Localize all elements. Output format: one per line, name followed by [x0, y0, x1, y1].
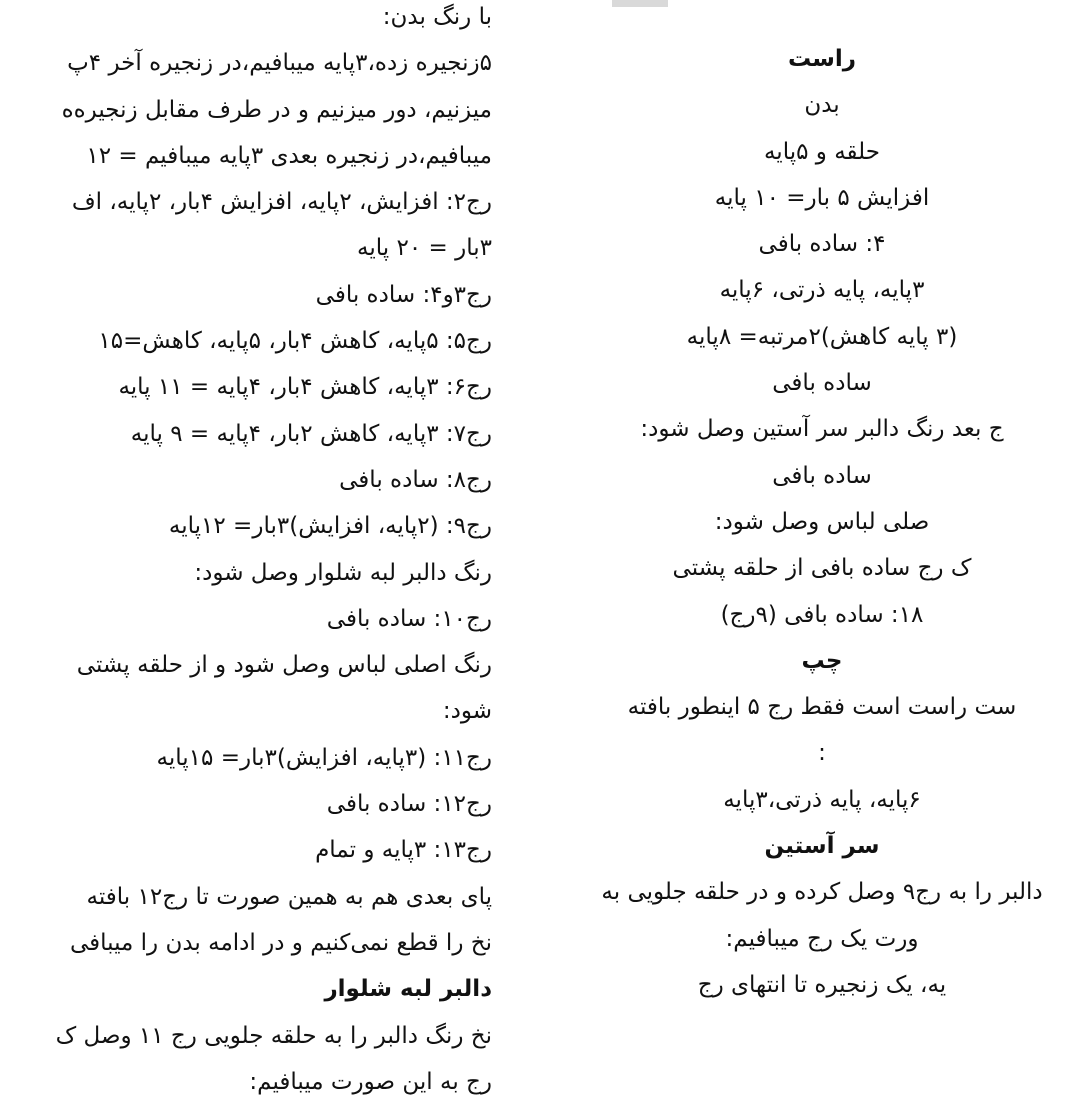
text-line: ۱۸: ساده بافی (۹رج): [720, 601, 924, 628]
text-line: نخ رنگ دالبر را به حلقه جلویی رج ۱۱ وصل ک: [55, 1022, 492, 1049]
section-heading: چپ: [801, 647, 843, 674]
text-line: با رنگ بدن:: [382, 4, 492, 30]
text-line: ۵زنجیره زده،۳پایه میبافیم،در زنجیره آخر ۴پ: [67, 50, 492, 77]
text-line: شود:: [442, 698, 492, 725]
text-line: رج۷: ۳پایه، کاهش ۲بار، ۴پایه = ۹ پایه: [130, 420, 492, 447]
text-line: رج۹: (۲پایه، افزایش)۳بار= ۱۲پایه: [168, 513, 492, 540]
text-line: ۶پایه، پایه ذرتی،۳پایه: [723, 786, 921, 813]
text-line: ساده بافی: [772, 370, 872, 397]
text-line: ۳پایه، پایه ذرتی، ۶پایه: [719, 277, 925, 304]
text-line: رج۳و۴: ساده بافی: [315, 281, 492, 308]
text-line: افزایش ۵ بار= ۱۰ پایه: [714, 184, 930, 211]
text-line: رنگ دالبر لبه شلوار وصل شود:: [194, 559, 492, 586]
text-line: ورت یک رج میبافیم:: [725, 925, 919, 952]
text-line: ۴: ساده بافی: [758, 231, 886, 258]
text-line: میزنیم، دور میزنیم و در طرف مقابل زنجیره‌ه: [61, 96, 492, 123]
section-heading: سر آستین: [764, 833, 880, 860]
text-line: پای بعدی هم به همین صورت تا رج۱۲ بافته: [86, 883, 492, 910]
top-edge-mark: [612, 0, 668, 7]
text-line: ست راست است فقط رج ۵ اینطور بافته: [627, 694, 1017, 721]
text-line: رج۱۳: ۳پایه و تمام: [315, 837, 492, 864]
text-line: دالبر را به رج۹ وصل کرده و در حلقه جلویی به: [601, 879, 1043, 906]
text-line: ساده بافی: [772, 462, 872, 489]
text-line: یه، یک زنجیره تا انتهای رج: [697, 971, 947, 998]
text-line: :: [818, 740, 826, 767]
left-text-column: [0, 0, 492, 1105]
text-line: رج۱۱: (۳پایه، افزایش)۳بار= ۱۵پایه: [156, 744, 492, 771]
text-line: نخ را قطع نمی‌کنیم و در ادامه بدن را میبافی: [69, 929, 492, 956]
text-line: رج۱۰: ساده بافی: [326, 605, 492, 632]
right-text-column: [562, 36, 1082, 1008]
text-line: حلقه و ۵پایه: [763, 138, 881, 165]
text-line: (۳ پایه کاهش)۲مرتبه= ۸پایه: [686, 323, 958, 350]
text-line: رج به این صورت میبافیم:: [249, 1068, 492, 1095]
text-line: بدن: [804, 92, 840, 119]
text-line: ج بعد رنگ دالبر سر آستین وصل شود:: [640, 416, 1004, 443]
text-line: میبافیم،در زنجیره بعدی ۳پایه میبافیم = ۱۲: [86, 142, 492, 169]
section-heading: دالبر لبه شلوار: [324, 976, 492, 1003]
text-line: رج۲: افزایش، ۲پایه، افزایش ۴بار، ۲پایه، اف: [71, 189, 492, 216]
text-line: رنگ اصلی لباس وصل شود و از حلقه پشتی: [76, 652, 492, 679]
text-line: صلی لباس وصل شود:: [714, 508, 930, 535]
text-line: رج۵: ۵پایه، کاهش ۴بار، ۵پایه، کاهش=۱۵: [98, 328, 492, 355]
text-line: ک رج ساده بافی از حلقه پشتی: [672, 555, 972, 582]
text-line: ۳بار = ۲۰ پایه: [357, 235, 492, 262]
text-line: رج۱۲: ساده بافی: [326, 791, 492, 818]
section-heading: راست: [787, 46, 857, 72]
text-line: رج۶: ۳پایه، کاهش ۴بار، ۴پایه = ۱۱ پایه: [118, 374, 492, 401]
text-line: رج۸: ساده بافی: [339, 466, 492, 493]
